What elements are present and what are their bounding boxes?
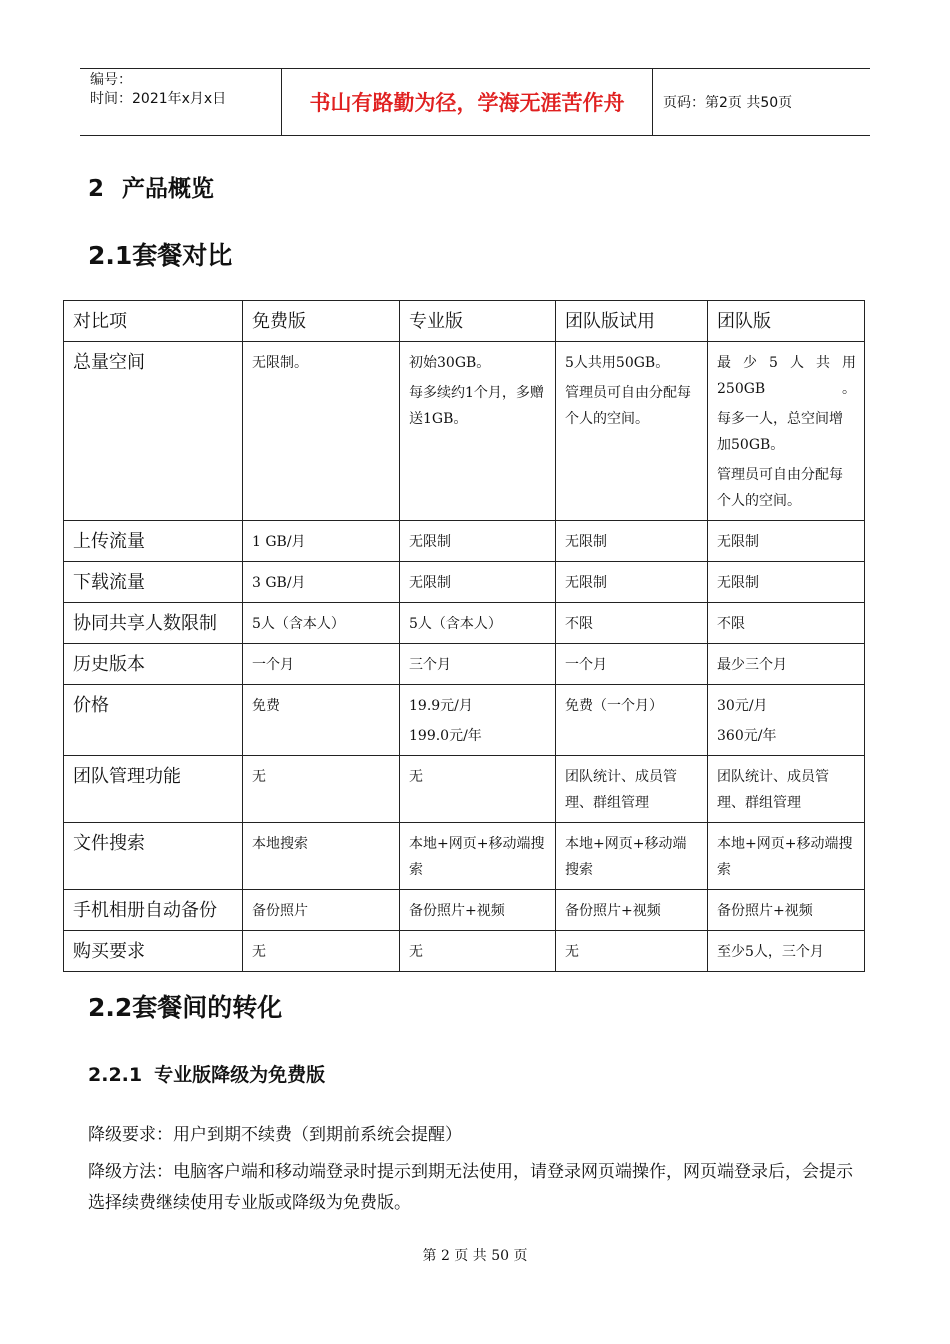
cell-text: 无限制 (565, 575, 607, 591)
column-header: 团队版 (708, 301, 865, 342)
header-page-number: 页码：第2页 共50页 (663, 95, 793, 111)
header-motto: 书山有路勤为径，学海无涯苦作舟 (281, 69, 653, 135)
table-cell (556, 603, 708, 644)
cell-text: 免费 (252, 698, 280, 714)
table-cell (400, 823, 556, 890)
column-header: 专业版 (400, 301, 556, 342)
table-cell (243, 644, 400, 685)
cell-text: 一个月 (565, 657, 607, 673)
paragraph-downgrade-requirement: 降级要求：用户到期不续费（到期前系统会提醒） (88, 1125, 462, 1145)
cell-text: 无限制 (717, 534, 759, 550)
cell-text: 19.9元/月 (409, 698, 473, 714)
cell-text: 一个月 (252, 657, 294, 673)
cell-text: 5人（含本人） (252, 616, 345, 632)
table-cell (708, 521, 865, 562)
table-cell (708, 644, 865, 685)
row-label: 历史版本 (64, 644, 243, 685)
plan-comparison-table (63, 300, 865, 972)
table-cell (400, 603, 556, 644)
table-row (64, 342, 865, 521)
row-label: 价格 (64, 685, 243, 756)
table-cell (400, 644, 556, 685)
cell-text: 三个月 (409, 657, 451, 673)
cell-text: 每多续约1个月，多赠送1GB。 (409, 385, 544, 427)
table-cell (400, 931, 556, 972)
cell-text: 无限制 (409, 534, 451, 550)
table-cell (400, 521, 556, 562)
table-cell (243, 931, 400, 972)
cell-text: 3 GB/月 (252, 575, 306, 591)
table-cell (556, 685, 708, 756)
row-label: 上传流量 (64, 521, 243, 562)
page-header (80, 68, 870, 136)
cell-text: 无限制 (565, 534, 607, 550)
table-row (64, 890, 865, 931)
cell-text: 管理员可自由分配每个人的空间。 (565, 385, 691, 427)
cell-text: 备份照片+视频 (409, 903, 505, 919)
table-cell (243, 890, 400, 931)
cell-text: 30元/月 (717, 698, 768, 714)
table-row (64, 644, 865, 685)
cell-text: 团队统计、成员管理、群组管理 (717, 769, 829, 811)
cell-text: 1 GB/月 (252, 534, 306, 550)
cell-text: 无 (252, 944, 266, 960)
row-label: 团队管理功能 (64, 756, 243, 823)
page-footer: 第 2 页 共 50 页 (422, 1248, 528, 1264)
cell-text: 无限制 (717, 575, 759, 591)
cell-text: 360元/年 (717, 728, 777, 744)
cell-text: 无 (409, 769, 423, 785)
cell-text: 5人（含本人） (409, 616, 502, 632)
table-row (64, 603, 865, 644)
subsubsection-heading (88, 1060, 325, 1087)
cell-text: 本地+网页+移动端搜索 (565, 836, 687, 878)
table-cell (556, 521, 708, 562)
doc-number: 编号： (90, 72, 132, 88)
subsubsection-title: 专业版降级为免费版 (154, 1064, 326, 1086)
cell-text: 5人共用50GB。 (565, 355, 670, 371)
cell-text: 本地+网页+移动端搜索 (409, 836, 545, 878)
table-cell (400, 685, 556, 756)
table-cell (243, 756, 400, 823)
row-label: 手机相册自动备份 (64, 890, 243, 931)
row-label: 下载流量 (64, 562, 243, 603)
cell-text: 管理员可自由分配每个人的空间。 (717, 467, 843, 509)
table-cell (556, 931, 708, 972)
cell-text: 免费（一个月） (565, 698, 663, 714)
cell-text: 本地搜索 (252, 836, 308, 852)
table-cell (556, 890, 708, 931)
cell-text: 团队统计、成员管理、群组管理 (565, 769, 677, 811)
cell-text: 无 (409, 944, 423, 960)
column-header: 对比项 (64, 301, 243, 342)
table-cell (556, 342, 708, 521)
doc-date: 时间：2021年x月x日 (90, 91, 227, 107)
table-cell (556, 644, 708, 685)
table-row (64, 823, 865, 890)
table-cell (243, 823, 400, 890)
table-cell (243, 521, 400, 562)
cell-text: 无 (565, 944, 579, 960)
paragraph-downgrade-method: 降级方法：电脑客户端和移动端登录时提示到期无法使用，请登录网页端操作，网页端登录后，会提示选择续费继续使用专业版或降级为免费版。 (88, 1162, 853, 1213)
table-cell (243, 685, 400, 756)
table-cell (556, 756, 708, 823)
header-meta (80, 69, 281, 135)
subsection-heading-2-1: 2.1套餐对比 (88, 241, 233, 270)
row-label: 购买要求 (64, 931, 243, 972)
table-cell (243, 562, 400, 603)
cell-text: 每多一人，总空间增加50GB。 (717, 411, 843, 453)
cell-text: 不限 (565, 616, 593, 632)
section-title: 产品概览 (122, 176, 215, 202)
cell-text: 无 (252, 769, 266, 785)
plan-comparison-body (64, 301, 865, 972)
table-cell (400, 890, 556, 931)
cell-text: 至少5人，三个月 (717, 944, 824, 960)
table-row (64, 931, 865, 972)
cell-text: 最少三个月 (717, 657, 787, 673)
table-cell (708, 342, 865, 521)
cell-text: 199.0元/年 (409, 728, 482, 744)
table-cell (708, 823, 865, 890)
cell-text: 无限制 (409, 575, 451, 591)
cell-text: 不限 (717, 616, 745, 632)
cell-text: 无限制。 (252, 355, 308, 371)
table-row (64, 685, 865, 756)
table-row (64, 521, 865, 562)
subsection-heading-2-2: 2.2套餐间的转化 (88, 993, 283, 1022)
table-cell (708, 890, 865, 931)
table-row (64, 756, 865, 823)
table-cell (708, 756, 865, 823)
table-cell (400, 342, 556, 521)
row-label: 文件搜索 (64, 823, 243, 890)
table-row (64, 562, 865, 603)
cell-text: 本地+网页+移动端搜索 (717, 836, 853, 878)
table-cell (556, 823, 708, 890)
table-header-row (64, 301, 865, 342)
cell-text: 最少5人共用250GB。 (717, 355, 856, 397)
row-label: 协同共享人数限制 (64, 603, 243, 644)
section-heading (88, 170, 214, 203)
column-header: 免费版 (243, 301, 400, 342)
table-cell (400, 756, 556, 823)
section-number: 2 (88, 176, 105, 202)
cell-text: 初始30GB。 (409, 355, 491, 371)
subsubsection-number: 2.2.1 (88, 1064, 143, 1086)
cell-text: 备份照片+视频 (565, 903, 661, 919)
column-header: 团队版试用 (556, 301, 708, 342)
cell-text: 备份照片+视频 (717, 903, 813, 919)
table-cell (708, 931, 865, 972)
table-cell (243, 342, 400, 521)
table-cell (243, 603, 400, 644)
table-cell (400, 562, 556, 603)
cell-text: 备份照片 (252, 903, 308, 919)
table-cell (708, 603, 865, 644)
table-cell (708, 562, 865, 603)
table-cell (708, 685, 865, 756)
row-label: 总量空间 (64, 342, 243, 521)
table-cell (556, 562, 708, 603)
